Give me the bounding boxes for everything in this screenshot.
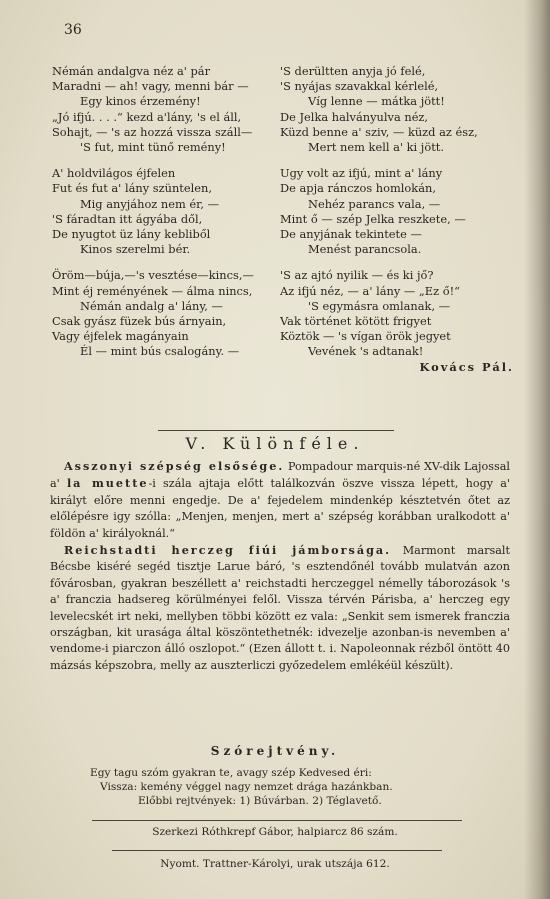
section-divider <box>158 430 394 431</box>
footer-divider <box>92 820 462 821</box>
poem-line: A' holdvilágos éjfelen <box>52 166 176 181</box>
footer-divider <box>112 850 442 851</box>
editor-line: Szerkezi Róthkrepf Gábor, halpiarcz 86 szám. <box>152 826 398 838</box>
poem-line: Mig anyjához nem ér, — <box>80 196 219 211</box>
section-body <box>50 458 510 674</box>
poem-line: Él — mint bús csalogány. — <box>80 344 240 359</box>
stanza <box>280 64 520 155</box>
rebus-answers: Előbbi rejtvények: 1) Búvárban. 2) Téglavető. <box>138 795 382 807</box>
anecdote-paragraph <box>50 458 510 542</box>
stanza <box>52 268 280 359</box>
stanza <box>52 166 280 257</box>
poem-line: Öröm—búja,—'s vesztése—kincs,— <box>52 268 254 283</box>
section-title: V. Különféle. <box>185 434 365 453</box>
stanza <box>280 268 520 359</box>
poem-line: Küzd benne a' sziv, — küzd az ész, <box>280 124 478 139</box>
poem-line: De apja ránczos homlokán, <box>280 181 436 196</box>
poem-line: Vevének 's adtanak! <box>308 344 424 359</box>
poem-line: De nyugtot üz lány kebliből <box>52 227 211 242</box>
poem-line: Nehéz parancs vala, — <box>308 196 441 211</box>
poem-line: De anyjának tekintete — <box>280 227 422 242</box>
poem-line: Mert nem kell a' ki jött. <box>308 140 444 155</box>
printer-line: Nyomt. Trattner-Károlyi, urak utszája 612. <box>160 858 390 870</box>
poem-line: Fut és fut a' lány szüntelen, <box>52 181 212 196</box>
poem-line: 'S derültten anyja jó felé, <box>280 64 426 78</box>
rebus-title: Szórejtvény. <box>210 744 340 758</box>
poem-line: 'S fut, mint tünő remény! <box>80 140 226 155</box>
anecdote-emphasis: la muette <box>66 476 149 491</box>
poem-line: Kinos szerelmi bér. <box>80 242 191 257</box>
anecdote-heading: Asszonyi szépség elsősége. <box>64 459 285 473</box>
poem-line: Mint ő — szép Jelka reszkete, — <box>280 211 466 226</box>
poem-left-column <box>52 64 280 371</box>
anecdote-text: Marmont marsalt Bécsbe kiséré segéd tisztje Larue báró, 's esztendőnél tovább mulatván azon fővárosban, gyakran beszéllett a' reichstadti herczeggel némelly táborozások 's a' franczia hadsereg körülményei felől. Vissza térvén Párisba, a' herczeg egy levelecskét irt neki, mellyben többi között ez vala: „Senkit sem ismerek franczia országban, kit urasága által köszöntethetnék: idvezelje azonban-is nevemben a' vendome-i piarczon álló oszlopot.“ (Ezen állott t. i. Napoleonnak rézből öntött 40 mázsás képszobra, melly az auszterliczi győzedelem emlékéül készült). <box>50 544 510 672</box>
poem-line: Ugy volt az ifjú, mint a' lány <box>280 166 443 181</box>
poem-right-column <box>280 64 520 375</box>
page-number: 36 <box>64 22 82 38</box>
poem-line: Némán andalg a' lány, — <box>80 298 223 313</box>
poem-line: Mint éj reményének — álma nincs, <box>52 283 253 298</box>
poem-line: Az ifjú néz, — a' lány — „Ez ő!“ <box>280 283 461 298</box>
anecdote-text: Pompadour marquis-né XV-dik Lajossal a' <box>50 460 510 491</box>
stanza <box>52 64 280 155</box>
poem-line: 'S fáradtan itt ágyába dől, <box>52 211 203 226</box>
poem-line: „Jó ifjú. . . .“ kezd a'lány, 's el áll, <box>52 109 242 124</box>
poem-line: Egy kinos érzemény! <box>80 94 201 109</box>
poem-line: Sohajt, — 's az hozzá vissza száll— <box>52 124 253 139</box>
poem-line: Víg lenne — mátka jött! <box>308 94 445 109</box>
stanza <box>280 166 520 257</box>
rebus-line: Vissza: kemény véggel nagy nemzet drága hazánkban. <box>100 781 393 793</box>
poem-line: De Jelka halványulva néz, <box>280 109 429 124</box>
rebus-block <box>90 766 490 808</box>
poem-line: Menést parancsola. <box>308 242 422 257</box>
poem-author: Kovács Pál. <box>419 359 514 374</box>
rebus-line: Egy tagu szóm gyakran te, avagy szép Kedvesed éri: <box>90 767 372 779</box>
poem-line: Köztök — 's vígan örök jegyet <box>280 329 451 344</box>
poem-line: 'S egymásra omlanak, — <box>308 298 451 313</box>
poem-line: Némán andalgva néz a' pár <box>52 64 211 78</box>
poem-line: Vak történet kötött frigyet <box>280 314 432 329</box>
anecdote-paragraph <box>50 542 510 674</box>
poem-line: 'S nyájas szavakkal kérlelé, <box>280 79 439 94</box>
poem-line: Maradni — ah! vagy, menni bár — <box>52 79 249 94</box>
poem-line: Csak gyász füzek bús árnyain, <box>52 314 227 329</box>
anecdote-text: -i szála ajtaja előtt találkozván öszve vissza lépett, hogy a' királyt előre menni engedje. De a' fejedelem mindenkép késztetvén őtet az előlépésre igy szólla: „Menjen, menjen, mert a' szépség korábban uralkodott a' földön a' királyoknál.“ <box>50 477 511 540</box>
anecdote-heading: Reichstadti herczeg fiúi jámborsága. <box>64 543 392 558</box>
poem-line: Vagy éjfelek magányain <box>52 329 189 344</box>
poem-line: 'S az ajtó nyilik — és ki jő? <box>280 268 434 283</box>
